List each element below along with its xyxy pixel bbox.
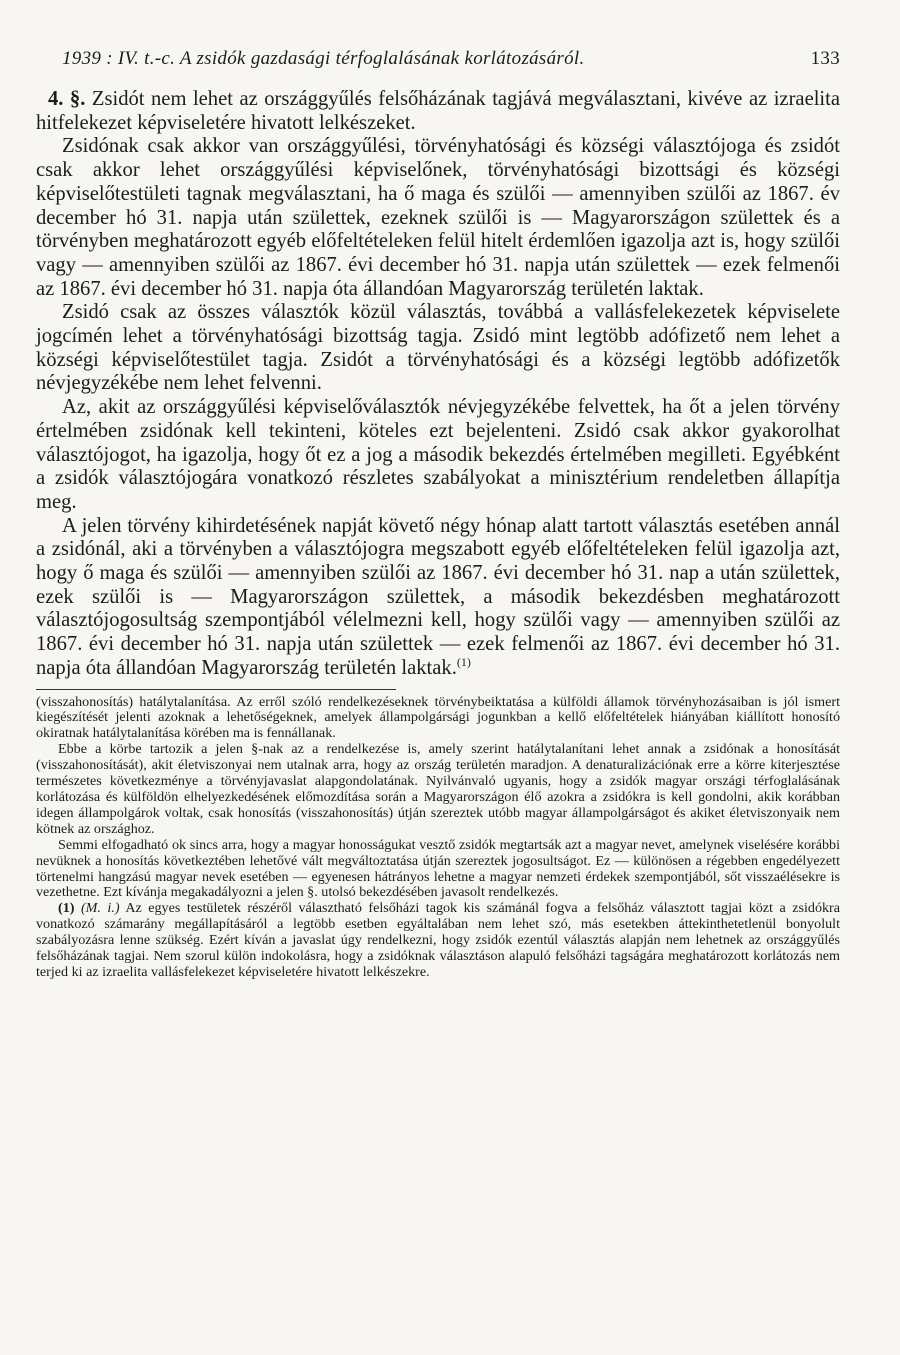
- section-paragraph-2: Zsidónak csak akkor van országgyűlési, törvényhatósági és községi választójoga és zsidót csak akkor lehet országgyűlési képviselőnek, törvényhatósági bizottsági és községi képviselőtestületi tagnak megválasztani, ha ő maga és szülői — amennyiben szülői az 1867. év december hó 31. napja után születtek, ezeknek szülői is — Magyarországon születtek és a törvényben meghatározott egyéb előfeltételeken felül hitelt érdemlően igazolja azt is, hogy szülői vagy — amennyiben szülői az 1867. évi december hó 31. napja után születtek — ezek felmenői az 1867. évi december hó 31. napja óta állandóan Magyarország területén laktak.: [36, 135, 840, 300]
- running-title: 1939 : IV. t.-c. A zsidók gazdasági térfoglalásának korlátozásáról.: [62, 48, 585, 69]
- section-paragraph-5: [36, 515, 840, 681]
- footnote-1: [36, 901, 840, 981]
- footnote-reference: (1): [456, 655, 471, 670]
- footnote-divider: [36, 689, 396, 690]
- footnote-mark: (1): [58, 900, 75, 917]
- note-paragraph-3: Semmi elfogadható ok sincs arra, hogy a magyar honosságukat vesztő zsidók megtartsák azt a magyar nevet, amelynek viselésére korábbi nevüknek a honosítás következtében lehetővé vált megváltoztatása útján szereztek jogosultságot. Ez — különösen a régebben engedélyezett törtenelmi hangzású magyar nevek esetében — egyenesen hátrányos lehetne a magyar nemzeti érdekek szempontjából, sőt visszaélésekre is vezethetne. Ezt kívánja megakadályozni a jelen §. utolsó bekezdésében javasolt rendelkezés.: [36, 836, 840, 901]
- section-paragraph-4: Az, akit az országgyűlési képviselőválasztók névjegyzékébe felvettek, ha őt a jelen törvény értelmében zsidónak kell tekinteni, köteles ezt bejelenteni. Zsidó csak akkor gyakorolhat választójogot, ha igazolja, hogy őt ez a jog a második bekezdés értelmében megilleti. Egyébként a zsidók választójogára vonatkozó részletes szabályokat a minisztérium rendeletben állapítja meg.: [36, 396, 840, 513]
- footnote-text: Az egyes testületek részéről választható felsőházi tagok kis számánál fogva a felsőház választott tagjai közt a zsidókra vonatkozó számarány megállapításáról a legtöbb esetben egyáltalában nem lehet szó, más esetekben áttekinthetetlenül bonyolult szabályozásra lenne szükség. Ezért kíván a javaslat úgy rendelkezni, hogy zsidók ezentúl választás alapján nem lehetnek az országgyűlés felsőházának tagjai. Nem szorul külön indokolásra, hogy a zsidóknak választáson alapuló felsőházi tagságára meghatározott korlátozás nem terjed ki az izraelita vallásfelekezet képviseletére hivatott lelkészekre.: [36, 900, 840, 980]
- running-head: [36, 48, 840, 70]
- notes-block: [36, 695, 840, 981]
- note-paragraph-1: (visszahonosítás) hatálytalanítása. Az erről szóló rendelkezéseknek törvénybeiktatása a külföldi államok törvényhozásaiban is jól ismert kiegészítését jelenti azoknak a lehetőségeknek, amelyek állampolgársági jogunkban a kellő előfeltételek hiányában kiállított honosító okiratnak hatálytalanítása körében ma is fennállanak.: [36, 693, 840, 742]
- note-paragraph-2: Ebbe a körbe tartozik a jelen §-nak az a rendelkezése is, amely szerint hatálytalanítani lehet annak a zsidónak a honosítását (visszahonosítását), akit életviszonyai nem utalnak arra, hogy az ország területén maradjon. A denaturalizációnak erre a körre kiterjesztése természetes következménye a törvényjavaslat alapgondolatának. Nyilvánvaló ugyanis, hogy a zsidók magyar országi térfoglalásának korlátozása és külföldön elhelyezkedésének előmozdítása során a Magyarországon élő azokra a zsidókra is kell gondolni, akik korábban idegen állampolgárok voltak, csak honosítás (visszahonosítás) útján szereztek utóbb magyar állampolgárságot és akiket életviszonyaik nem kötnek az országhoz.: [36, 741, 840, 837]
- main-text: [36, 88, 840, 681]
- paragraph-text: A jelen törvény kihirdetésének napját követő négy hónap alatt tartott választás esetében annál a zsidónál, aki a törvényben a választójogra megszabott egyéb előfeltételeken felül igazolja azt, hogy ő maga és szülői — amennyiben szülői az 1867. évi december hó 31. nap a után születtek, ezek szülői is — Magyarországon születtek, a második bekezdésben meghatározott választójogosultság szempontjából vélelmezni kell, hogy szülői vagy — amennyiben szülői az 1867. évi december hó 31. napja után születtek — ezek felmenői az 1867. évi december hó 31. napja óta állandóan Magyarország területén laktak.: [36, 514, 840, 679]
- paragraph-text: Zsidót nem lehet az országgyűlés felsőházának tagjává megválasztani, kivéve az izraelita hitfelekezet képviseletére hivatott lelkészeket.: [36, 88, 841, 134]
- section-paragraph-3: Zsidó csak az összes választók közül választás, továbbá a vallásfelekezetek képviselete jogcímén lehet a törvényhatósági bizottság tagja. Zsidó mint legtöbb adófizető nem lehet a községi képviselőtestület tagja. Zsidót a törvényhatósági és a községi legtöbb adófizetők névjegyzékébe nem lehet felvenni.: [36, 301, 840, 395]
- page-number: 133: [810, 48, 840, 69]
- section-mark: 4. §.: [48, 88, 86, 110]
- footnote-source: (M. i.): [80, 900, 120, 917]
- section-paragraph-1: [36, 88, 840, 135]
